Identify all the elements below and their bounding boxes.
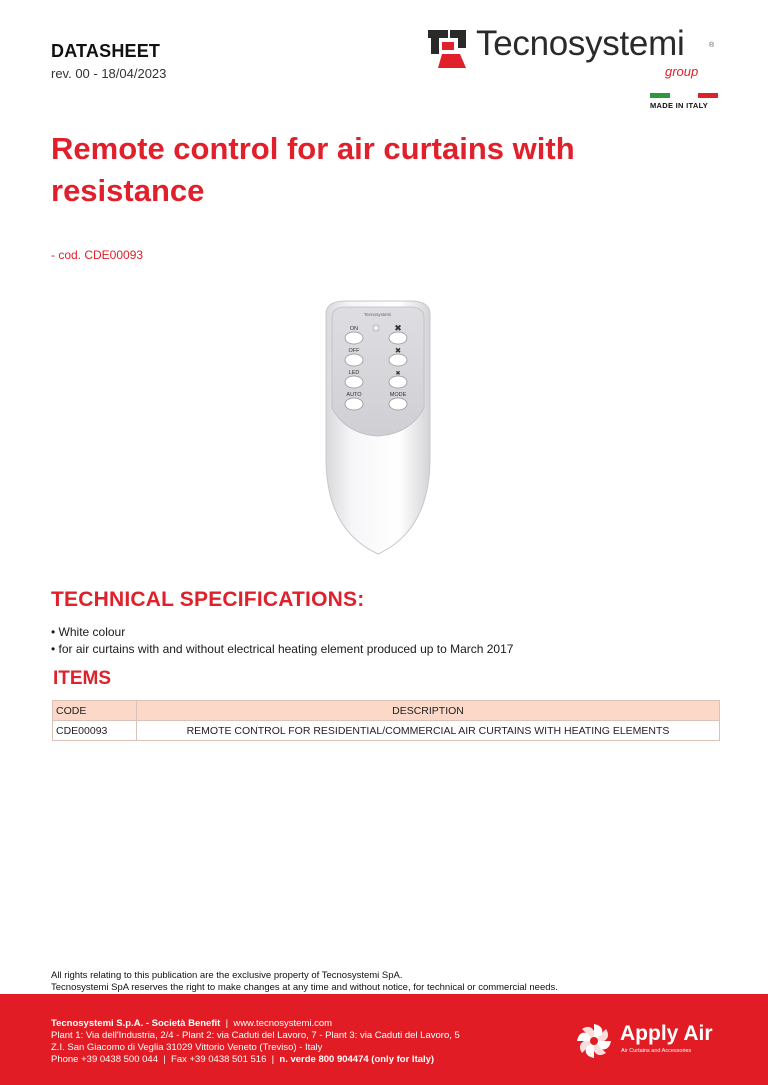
remote-button xyxy=(345,376,363,388)
flag-red-stripe xyxy=(698,93,718,98)
made-in-italy-label: MADE IN ITALY xyxy=(650,101,709,110)
toll-free-number: n. verde 800 904474 (only for Italy) xyxy=(279,1054,435,1065)
footer-bar xyxy=(0,994,768,1085)
item-description-cell: REMOTE CONTROL FOR RESIDENTIAL/COMMERCIAL AIR CURTAINS WITH HEATING ELEMENTS xyxy=(137,721,720,741)
made-in-italy-badge xyxy=(650,93,718,110)
apply-air-logo xyxy=(575,1020,725,1060)
separator: | xyxy=(160,1054,172,1065)
specs-heading: TECHNICAL SPECIFICATIONS: xyxy=(51,588,365,611)
specs-list xyxy=(51,624,513,658)
apply-air-wordmark: Apply Air xyxy=(620,1022,713,1045)
logo-group-label: group xyxy=(665,64,699,79)
remote-button xyxy=(345,398,363,410)
spec-item: • White colour xyxy=(51,625,126,639)
phone-line xyxy=(51,1054,460,1066)
apply-air-tagline: Air Curtains and Accessories xyxy=(621,1048,692,1054)
items-table xyxy=(52,700,720,741)
logo-wordmark: Tecnosystemi xyxy=(476,24,685,63)
legal-notice xyxy=(51,970,558,994)
separator: | xyxy=(269,1054,280,1065)
address-line: Z.I. San Giacomo di Veglia 31029 Vittorio Veneto (Treviso) - Italy xyxy=(51,1042,323,1053)
separator: | xyxy=(222,1018,234,1029)
tecnosystemi-logo xyxy=(428,24,720,82)
remote-button xyxy=(345,332,363,344)
remote-button xyxy=(345,354,363,366)
company-line xyxy=(51,1018,460,1030)
remote-button-label: OFF xyxy=(348,348,360,354)
product-code: - cod. CDE00093 xyxy=(51,248,144,262)
remote-button-label: LED xyxy=(348,370,360,376)
fan-high-icon: ✖ xyxy=(394,324,402,334)
fan-low-icon: ✖ xyxy=(395,370,401,377)
fax-number: Fax +39 0438 501 516 xyxy=(171,1054,267,1065)
company-name: Tecnosystemi S.p.A. - Società Benefit xyxy=(51,1018,221,1029)
registered-mark: ® xyxy=(709,42,715,49)
tecnosystemi-logo-mark-icon xyxy=(428,28,466,68)
product-title: Remote control for air curtains with resistance xyxy=(51,131,575,208)
table-header-row xyxy=(53,701,720,721)
item-code-cell: CDE00093 xyxy=(53,721,137,741)
table-row xyxy=(53,721,720,741)
revision-date: rev. 00 - 18/04/2023 xyxy=(51,66,167,81)
remote-button xyxy=(389,398,407,410)
remote-button-label: ON xyxy=(349,326,359,332)
plants-line: Plant 1: Via dell'Industria, 2/4 - Plant 2: via Caduti del Lavoro, 7 - Plant 3: via Caduti del Lavoro, 5 xyxy=(51,1030,460,1041)
phone-number: Phone +39 0438 500 044 xyxy=(51,1054,158,1065)
remote-button xyxy=(389,376,407,388)
remote-brand-label: Tecnosystemi xyxy=(364,312,392,317)
company-website-link[interactable]: www.tecnosystemi.com xyxy=(233,1018,333,1029)
remote-status-led xyxy=(373,325,379,331)
remote-button xyxy=(389,354,407,366)
items-heading: ITEMS xyxy=(53,668,112,689)
doc-type: DATASHEET xyxy=(51,41,161,61)
remote-button-label: AUTO xyxy=(346,392,362,398)
spec-item: • for air curtains with and without electrical heating element produced up to March 2017 xyxy=(51,642,514,656)
legal-notice-line: Tecnosystemi SpA reserves the right to make changes at any time and without notice, for technical or commercial needs. xyxy=(51,982,558,993)
flag-green-stripe xyxy=(650,93,670,98)
remote-control-image xyxy=(316,298,440,558)
legal-notice-line: All rights relating to this publication are the exclusive property of Tecnosystemi SpA. xyxy=(51,970,403,981)
remote-button-label: MODE xyxy=(389,392,407,398)
apply-air-fan-icon xyxy=(575,1022,613,1060)
column-header-description: DESCRIPTION xyxy=(137,701,720,721)
column-header-code: CODE xyxy=(53,701,137,721)
italian-flag-icon xyxy=(650,93,718,98)
company-contact-info xyxy=(51,1018,460,1066)
fan-medium-icon: ✖ xyxy=(394,346,402,355)
